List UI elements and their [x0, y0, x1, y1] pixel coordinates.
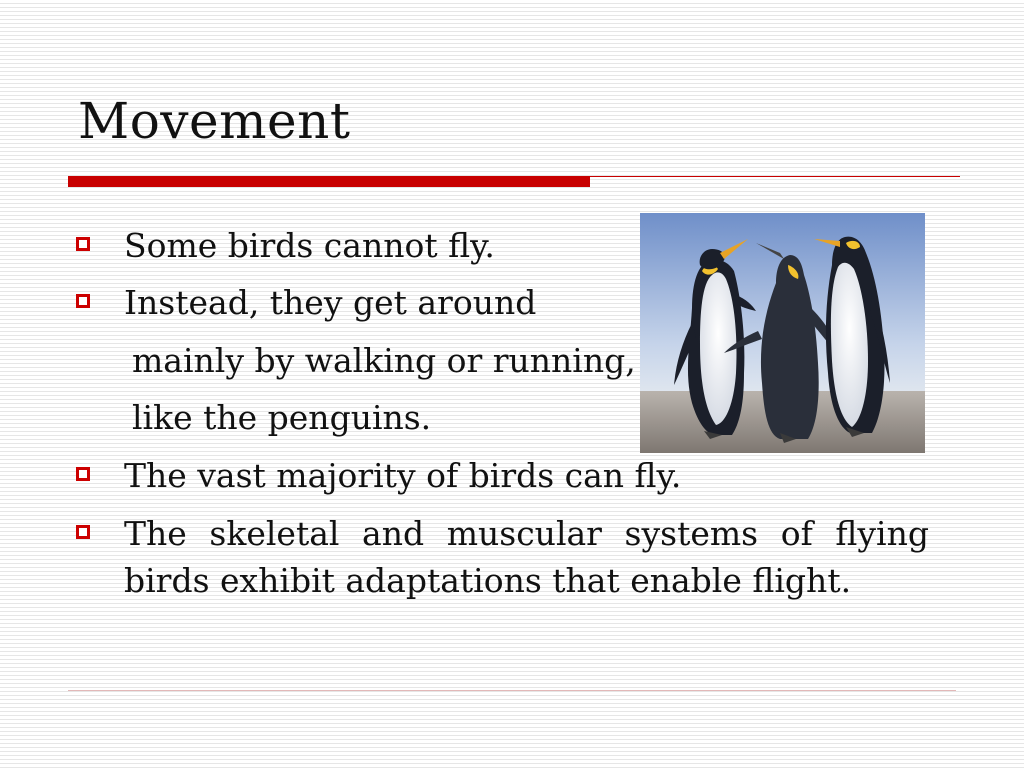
title-underline-thick [68, 176, 590, 187]
penguins-photo [640, 213, 925, 453]
slide-title: Movement [78, 92, 351, 150]
bullet-text-continuation: birds exhibit adaptations that enable flight. [124, 561, 852, 600]
bullet-square-icon [76, 467, 90, 481]
bullet-text-continuation: like the penguins. [132, 398, 432, 437]
bullet-text: Instead, they get around [124, 283, 537, 322]
penguins-illustration [640, 213, 925, 453]
bullet-text: The vast majority of birds can fly. [124, 456, 682, 495]
bullet-square-icon [76, 525, 90, 539]
bullet-square-icon [76, 237, 90, 251]
bullet-square-icon [76, 294, 90, 308]
bullet-text: The skeletal and muscular systems of flying [124, 514, 929, 553]
bullet-text-continuation: mainly by walking or running, [132, 341, 636, 380]
title-underline-thin [590, 176, 960, 177]
footer-divider [68, 690, 956, 691]
bullet-text: Some birds cannot fly. [124, 226, 495, 265]
